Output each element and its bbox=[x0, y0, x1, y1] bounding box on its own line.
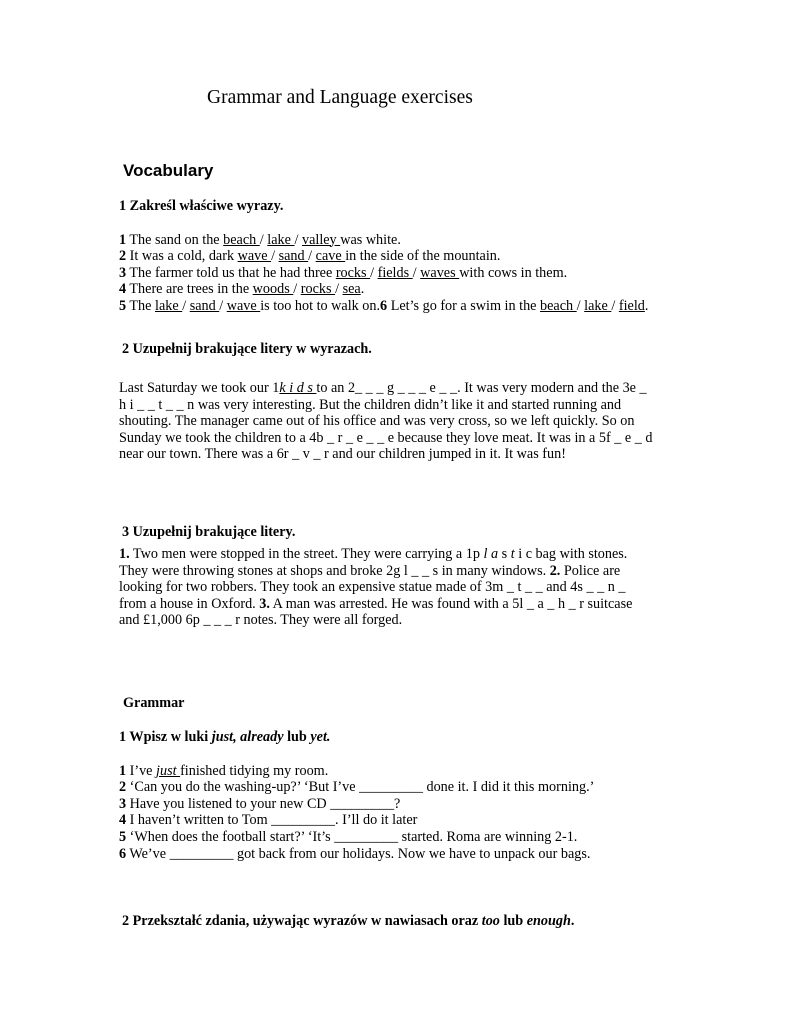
grammar-heading: Grammar bbox=[123, 695, 185, 711]
paragraph-line: shouting. The manager came out of his office and was very cross, so we left quickly. So on bbox=[119, 413, 635, 430]
paragraph-line: They were throwing stones at shops and broke 2g l _ _ s in many windows. 2. Police are bbox=[119, 562, 621, 579]
exercise-instruction: 1 Zakreśl właściwe wyrazy. bbox=[119, 198, 284, 214]
grammar-exercise-2 bbox=[122, 913, 682, 930]
paragraph-line: 1. Two men were stopped in the street. They were carrying a 1p l a s t i c bag with stones. bbox=[119, 546, 628, 562]
vocab-exercise-2-instruction bbox=[122, 341, 682, 358]
exercise-line-1: 1 The sand on the beach / lake / valley was white. bbox=[119, 231, 401, 248]
exercise-line-2: 2 It was a cold, dark wave / sand / cave in the side of the mountain. bbox=[119, 248, 501, 265]
exercise-line-3: 3 The farmer told us that he had three rocks / fields / waves with cows in them. bbox=[119, 264, 568, 281]
exercise-instruction: 3 Uzupełnij brakujące litery. bbox=[122, 524, 296, 540]
exercise-line-1: 1 I’ve just finished tidying my room. bbox=[119, 762, 329, 779]
vocab-exercise-3-text bbox=[119, 546, 679, 629]
exercise-line-5: 5 The lake / sand / wave is too hot to walk on.6 Let’s go for a swim in the beach / lake / field. bbox=[119, 297, 649, 314]
exercise-line-4: 4 I haven’t written to Tom _________. I’ll do it later bbox=[119, 812, 418, 829]
exercise-line-3: 3 Have you listened to your new CD _________? bbox=[119, 795, 401, 812]
paragraph-line: looking for two robbers. They took an expensive statue made of 3m _ t _ _ and 4s _ _ n _ bbox=[119, 579, 626, 596]
exercise-instruction: 2 Uzupełnij brakujące litery w wyrazach. bbox=[122, 341, 372, 357]
exercise-line-5: 5 ‘When does the football start?’ ‘It’s _________ started. Roma are winning 2-1. bbox=[119, 828, 578, 845]
paragraph-line: Last Saturday we took our 1k i d s to an 2_ _ _ g _ _ _ e _ _. It was very modern and the 3e _ bbox=[119, 380, 647, 396]
grammar-heading-block bbox=[123, 695, 683, 712]
paragraph-line: Sunday we took the children to a 4b _ r _ e _ _ e because they love meat. It was in a 5f _ e _ d bbox=[119, 429, 653, 446]
vocab-exercise-2-text bbox=[119, 380, 679, 463]
paragraph-line: h i _ _ t _ _ n was very interesting. But the children didn’t like it and started running and bbox=[119, 396, 622, 413]
paragraph-line: from a house in Oxford. 3. A man was arrested. He was found with a 5l _ a _ h _ r suitcase bbox=[119, 595, 633, 612]
exercise-line-6: 6 We’ve _________ got back from our holidays. Now we have to unpack our bags. bbox=[119, 845, 591, 862]
vocab-exercise-3-instruction bbox=[122, 524, 682, 541]
grammar-exercise-1 bbox=[119, 729, 679, 862]
paragraph-line: near our town. There was a 6r _ v _ r and our children jumped in it. It was fun! bbox=[119, 446, 566, 463]
vocabulary-heading: Vocabulary bbox=[123, 161, 214, 180]
vocab-exercise-1 bbox=[119, 198, 679, 315]
exercise-instruction: 1 Wpisz w luki just, already lub yet. bbox=[119, 729, 331, 745]
page-title: Grammar and Language exercises bbox=[207, 87, 473, 108]
exercise-instruction: 2 Przekształć zdania, używając wyrazów w nawiasach oraz too lub enough. bbox=[122, 913, 575, 929]
paragraph-line: and £1,000 6p _ _ _ r notes. They were all forged. bbox=[119, 612, 403, 629]
exercise-line-4: 4 There are trees in the woods / rocks / sea. bbox=[119, 281, 365, 298]
exercise-line-2: 2 ‘Can you do the washing-up?’ ‘But I’ve _________ done it. I did it this morning.’ bbox=[119, 779, 595, 796]
